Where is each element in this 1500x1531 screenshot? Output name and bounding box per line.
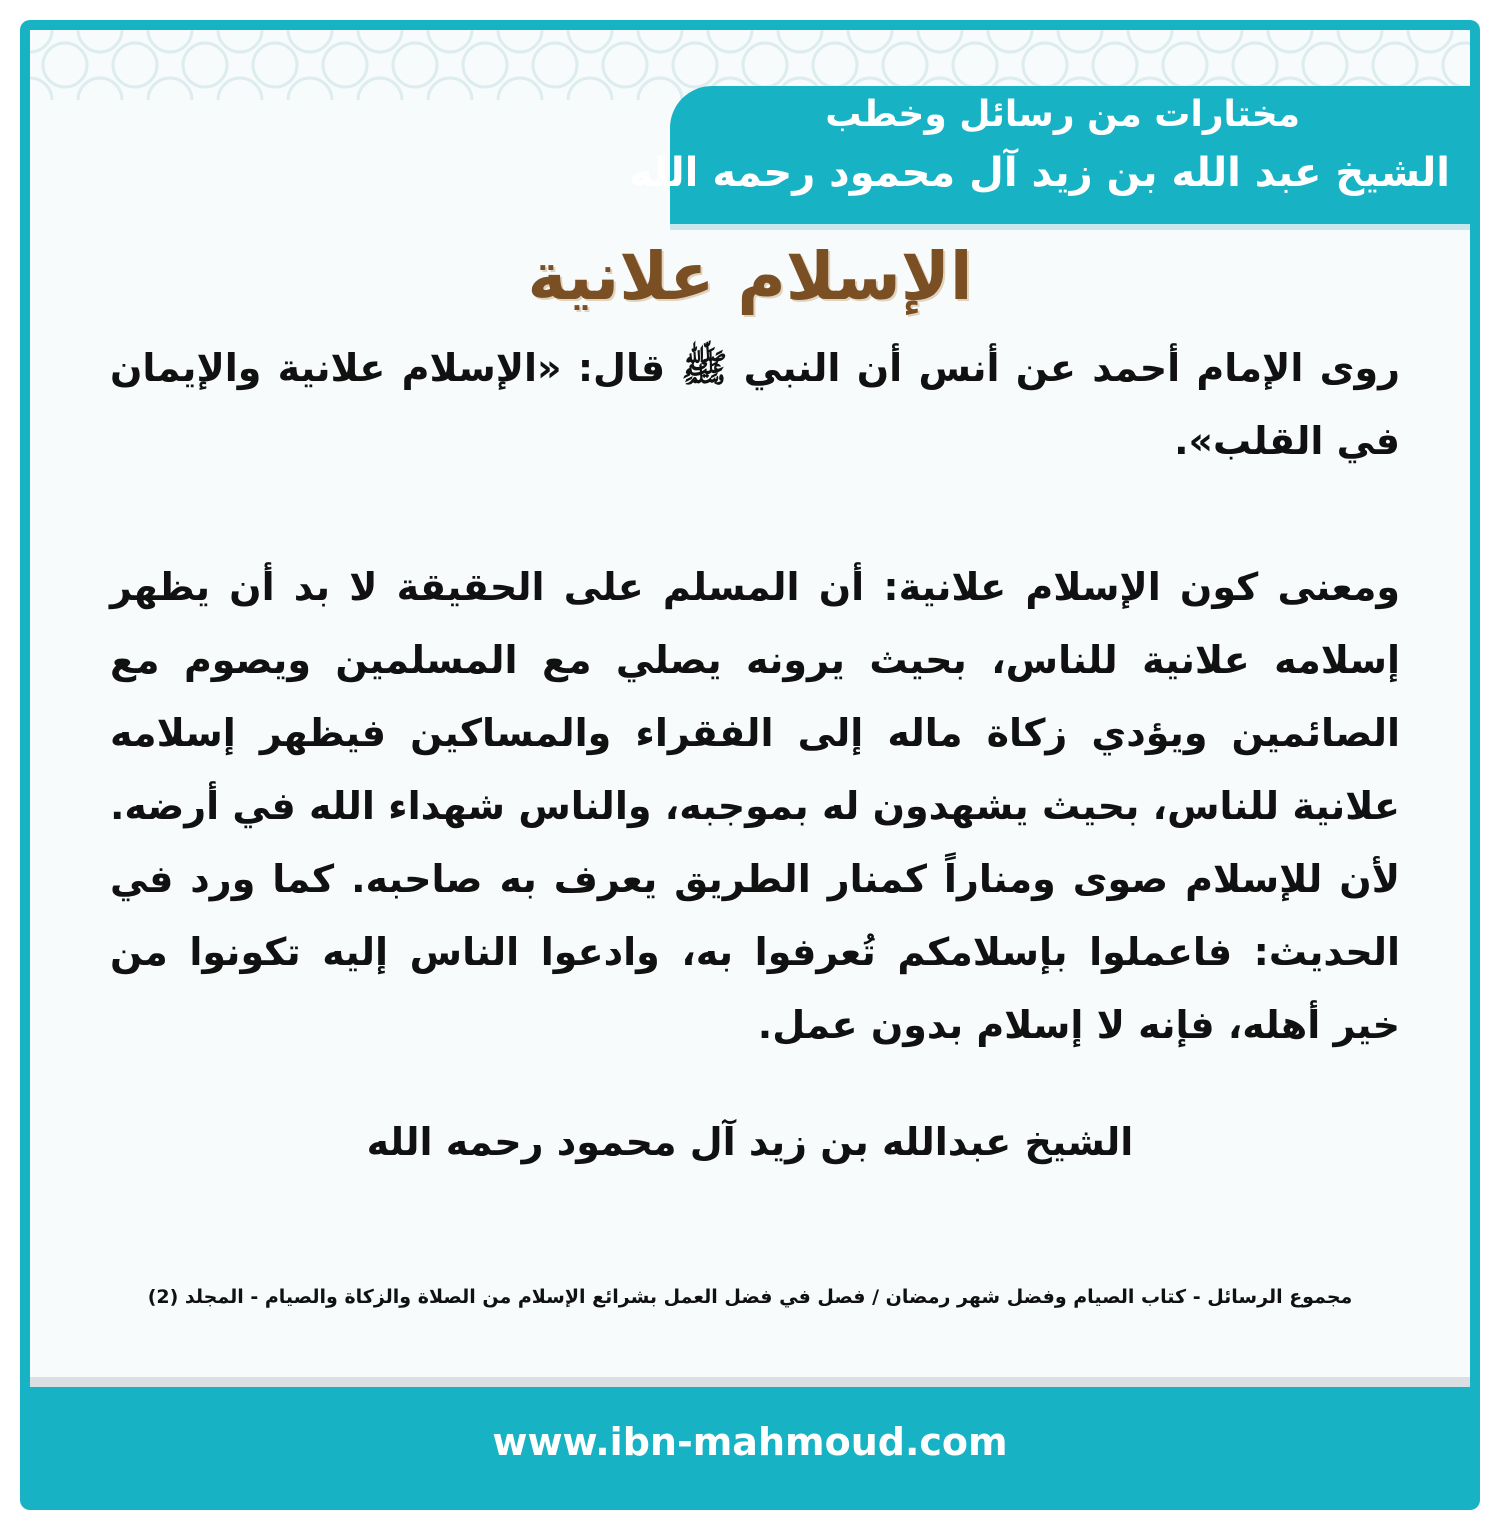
paragraph-hadith: روى الإمام أحمد عن أنس أن النبي ﷺ قال: «الإسلام علانية والإيمان في القلب». — [110, 346, 1400, 463]
header-author: الشيخ عبد الله بن زيد آل محمود رحمه الله — [629, 150, 1450, 196]
header-banner — [629, 86, 1470, 224]
website-link[interactable]: www.ibn-mahmoud.com — [492, 1420, 1008, 1464]
header-subtitle: مختارات من رسائل وخطب — [825, 94, 1300, 135]
page-title: الإسلام علانية — [527, 238, 973, 315]
divider-strip — [30, 1377, 1470, 1387]
content-card — [30, 30, 1470, 1385]
author-signature: الشيخ عبدالله بن زيد آل محمود رحمه الله — [366, 1120, 1134, 1164]
source-citation: مجموع الرسائل - كتاب الصيام وفضل شهر رمضان / فصل في فضل العمل بشرائع الإسلام من الصلاة والزكاة والصيام - المجلد (2) — [147, 1286, 1353, 1308]
paragraph-explanation: ومعنى كون الإسلام علانية: أن المسلم على الحقيقة لا بد أن يظهر إسلامه علانية للناس، بحيث يرونه يصلي مع المسلمين ويصوم مع الصائمين ويؤدي زكاة ماله إلى الفقراء والمساكين فيظهر إسلامه علانية للناس، بحيث يشهدون له بموجبه، والناس شهداء الله في أرضه. لأن للإسلام صوى ومناراً كمنار الطريق يعرف به صاحبه. كما ورد في الحديث: فاعملوا بإسلامكم تُعرفوا به، وادعوا الناس إليه تكونوا من خير أهله، فإنه لا إسلام بدون عمل. — [110, 565, 1400, 1047]
article-body — [110, 332, 1400, 1062]
